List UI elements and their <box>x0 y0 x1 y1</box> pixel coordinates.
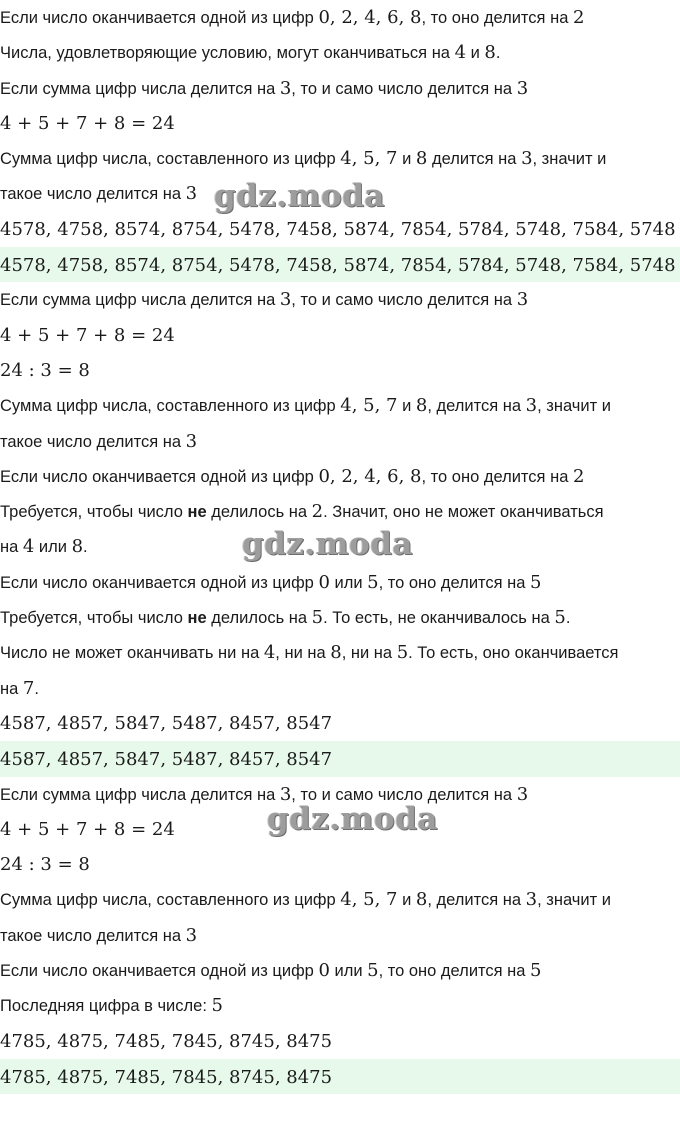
math-span: 5 <box>311 607 324 629</box>
math-span: 7 <box>22 677 35 699</box>
math-span: 4578, 4758, 8574, 8754, 5478, 7458, 5874, 7854, 5784, 5748, 7584, 5748 <box>0 218 676 240</box>
answer-line <box>0 247 680 282</box>
text-line <box>0 424 680 459</box>
bold-span: не <box>187 503 207 522</box>
math-span: 3 <box>185 183 198 205</box>
watermark-logo: gdz.moda <box>242 526 413 562</box>
math-span: 2 <box>311 501 324 523</box>
text-line <box>0 494 680 529</box>
math-line <box>0 106 680 141</box>
text-line <box>0 282 680 317</box>
math-span: 8 <box>415 889 428 911</box>
text-span: , то оно делится на <box>378 573 531 592</box>
math-span: 5 <box>530 960 542 982</box>
math-span: 0, 2, 4, 6, 8 <box>318 465 422 487</box>
math-span: 3 <box>185 430 198 452</box>
text-line <box>0 988 680 1023</box>
math-span: 3 <box>521 148 533 170</box>
answer-line <box>0 1059 680 1094</box>
text-span: Если сумма цифр числа делится на <box>0 785 280 804</box>
math-span: 3 <box>516 77 529 99</box>
math-span: 4 <box>22 536 35 558</box>
math-span: 0 <box>318 960 330 982</box>
text-line <box>0 635 680 670</box>
math-line <box>0 212 680 247</box>
text-span: Требуется, чтобы число <box>0 609 188 628</box>
math-span: 24 : 3 = 8 <box>0 359 90 381</box>
text-span: , то и само число делится на <box>291 785 517 804</box>
math-span: 4785, 4875, 7485, 7845, 8745, 8475 <box>0 1030 333 1052</box>
text-span: и <box>397 150 416 169</box>
text-span: . <box>34 679 39 698</box>
math-span: 2 <box>572 7 585 28</box>
math-span: 3 <box>185 924 198 946</box>
answer-line <box>0 741 680 776</box>
text-span: Числа, удовлетворяющие условию, могут оканчиваться на <box>0 44 455 63</box>
math-span: 3 <box>279 289 292 311</box>
text-span: или <box>329 962 368 981</box>
math-span: 3 <box>525 395 538 417</box>
text-line <box>0 600 680 635</box>
text-span: на <box>0 538 23 557</box>
math-span: 3 <box>279 77 292 99</box>
math-span: 4578, 4758, 8574, 8754, 5478, 7458, 5874, 7854, 5784, 5748, 7584, 5748 <box>0 255 676 277</box>
text-span: , значит и <box>537 397 611 416</box>
text-span: , то оно делится на <box>421 9 573 27</box>
text-span: делилось на <box>206 503 312 522</box>
text-line <box>0 953 680 988</box>
math-span: 8 <box>484 42 496 64</box>
math-span: 4785, 4875, 7485, 7845, 8745, 8475 <box>0 1066 333 1088</box>
math-span: 4587, 4857, 5847, 5487, 8457, 8547 <box>0 712 333 734</box>
math-span: 4, 5, 7 <box>340 395 398 417</box>
watermark-logo: gdz.moda <box>214 178 385 214</box>
math-span: 4, 5, 7 <box>340 889 398 911</box>
math-span: 3 <box>516 783 529 805</box>
text-span: , ни на <box>341 644 397 663</box>
math-span: 4587, 4857, 5847, 5487, 8457, 8547 <box>0 749 333 771</box>
text-span: . <box>565 609 571 628</box>
text-line <box>0 671 680 706</box>
text-span: Требуется, чтобы число <box>0 503 188 522</box>
math-line <box>0 353 680 388</box>
text-line <box>0 529 680 564</box>
text-span: . <box>495 44 501 63</box>
math-span: 4 <box>263 642 276 664</box>
text-span: Если сумма цифр числа делится на <box>0 79 280 98</box>
text-span: или <box>329 573 368 592</box>
text-span: делилось на <box>206 609 312 628</box>
text-line <box>0 141 680 176</box>
math-span: 8 <box>330 642 342 664</box>
bold-span: не <box>187 609 207 628</box>
math-span: 5 <box>396 642 409 664</box>
text-span: , значит и <box>532 150 607 169</box>
math-span: 4 + 5 + 7 + 8 = 24 <box>0 324 175 346</box>
text-span: Последняя цифра в числе: <box>0 997 212 1016</box>
text-span: , значит и <box>537 891 611 910</box>
math-span: 8 <box>71 536 84 558</box>
text-span: Если число оканчивается одной из цифр <box>0 573 319 592</box>
text-span: Число не может оканчивать ни на <box>0 644 264 663</box>
text-span: на <box>0 679 23 698</box>
math-span: 4 + 5 + 7 + 8 = 24 <box>0 818 175 840</box>
text-span: Если число оканчивается одной из цифр <box>0 9 319 27</box>
text-span: . <box>83 538 88 557</box>
text-span: , ни на <box>275 644 331 663</box>
text-line <box>0 918 680 953</box>
text-line <box>0 882 680 917</box>
math-span: 24 : 3 = 8 <box>0 854 90 876</box>
math-span: 4, 5, 7 <box>340 148 398 170</box>
text-span: и <box>397 397 416 416</box>
text-line <box>0 565 680 600</box>
math-span: 2 <box>572 465 585 487</box>
math-span: 5 <box>554 607 566 629</box>
math-span: 5 <box>530 571 542 593</box>
math-span: 3 <box>516 289 529 311</box>
text-span: и <box>397 891 416 910</box>
text-span: такое число делится на <box>0 432 186 451</box>
math-span: 4 <box>454 42 467 64</box>
text-span: делится на <box>427 150 522 169</box>
text-span: Сумма цифр числа, составленного из цифр <box>0 150 341 169</box>
text-span: , то оно делится на <box>421 467 573 486</box>
text-span: , делится на <box>427 891 526 910</box>
math-span: 0, 2, 4, 6, 8 <box>318 7 422 28</box>
text-span: такое число делится на <box>0 185 186 204</box>
text-span: . То есть, не оканчивалось на <box>323 609 555 628</box>
watermark-logo: gdz.moda <box>267 801 438 837</box>
math-span: 3 <box>279 783 292 805</box>
text-span: . Значит, оно не может оканчиваться <box>323 503 604 522</box>
text-line <box>0 388 680 423</box>
math-span: 5 <box>367 571 379 593</box>
math-span: 0 <box>318 571 330 593</box>
text-span: или <box>34 538 72 557</box>
text-span: Сумма цифр числа, составленного из цифр <box>0 397 341 416</box>
text-span: Если число оканчивается одной из цифр <box>0 962 319 981</box>
text-line <box>0 777 680 812</box>
text-span: Если число оканчивается одной из цифр <box>0 467 319 486</box>
math-span: 4 + 5 + 7 + 8 = 24 <box>0 112 175 134</box>
text-span: такое число делится на <box>0 926 186 945</box>
math-span: 3 <box>525 889 538 911</box>
text-span: , то и само число делится на <box>291 291 517 310</box>
text-span: Если сумма цифр числа делится на <box>0 291 280 310</box>
text-span: Сумма цифр числа, составленного из цифр <box>0 891 341 910</box>
text-span: , то оно делится на <box>378 962 531 981</box>
math-line <box>0 1024 680 1059</box>
math-span: 5 <box>367 960 379 982</box>
math-line <box>0 847 680 882</box>
text-line <box>0 71 680 106</box>
text-line <box>0 0 680 35</box>
text-span: , то и само число делится на <box>291 79 517 98</box>
math-span: 8 <box>415 148 428 170</box>
math-line <box>0 812 680 847</box>
text-span: , делится на <box>427 397 526 416</box>
math-span: 8 <box>415 395 428 417</box>
text-line <box>0 459 680 494</box>
text-line <box>0 35 680 70</box>
text-line <box>0 176 680 211</box>
math-span: 5 <box>211 995 223 1017</box>
math-line <box>0 318 680 353</box>
math-line <box>0 706 680 741</box>
text-span: и <box>466 44 485 63</box>
text-span: . То есть, оно оканчивается <box>408 644 619 663</box>
